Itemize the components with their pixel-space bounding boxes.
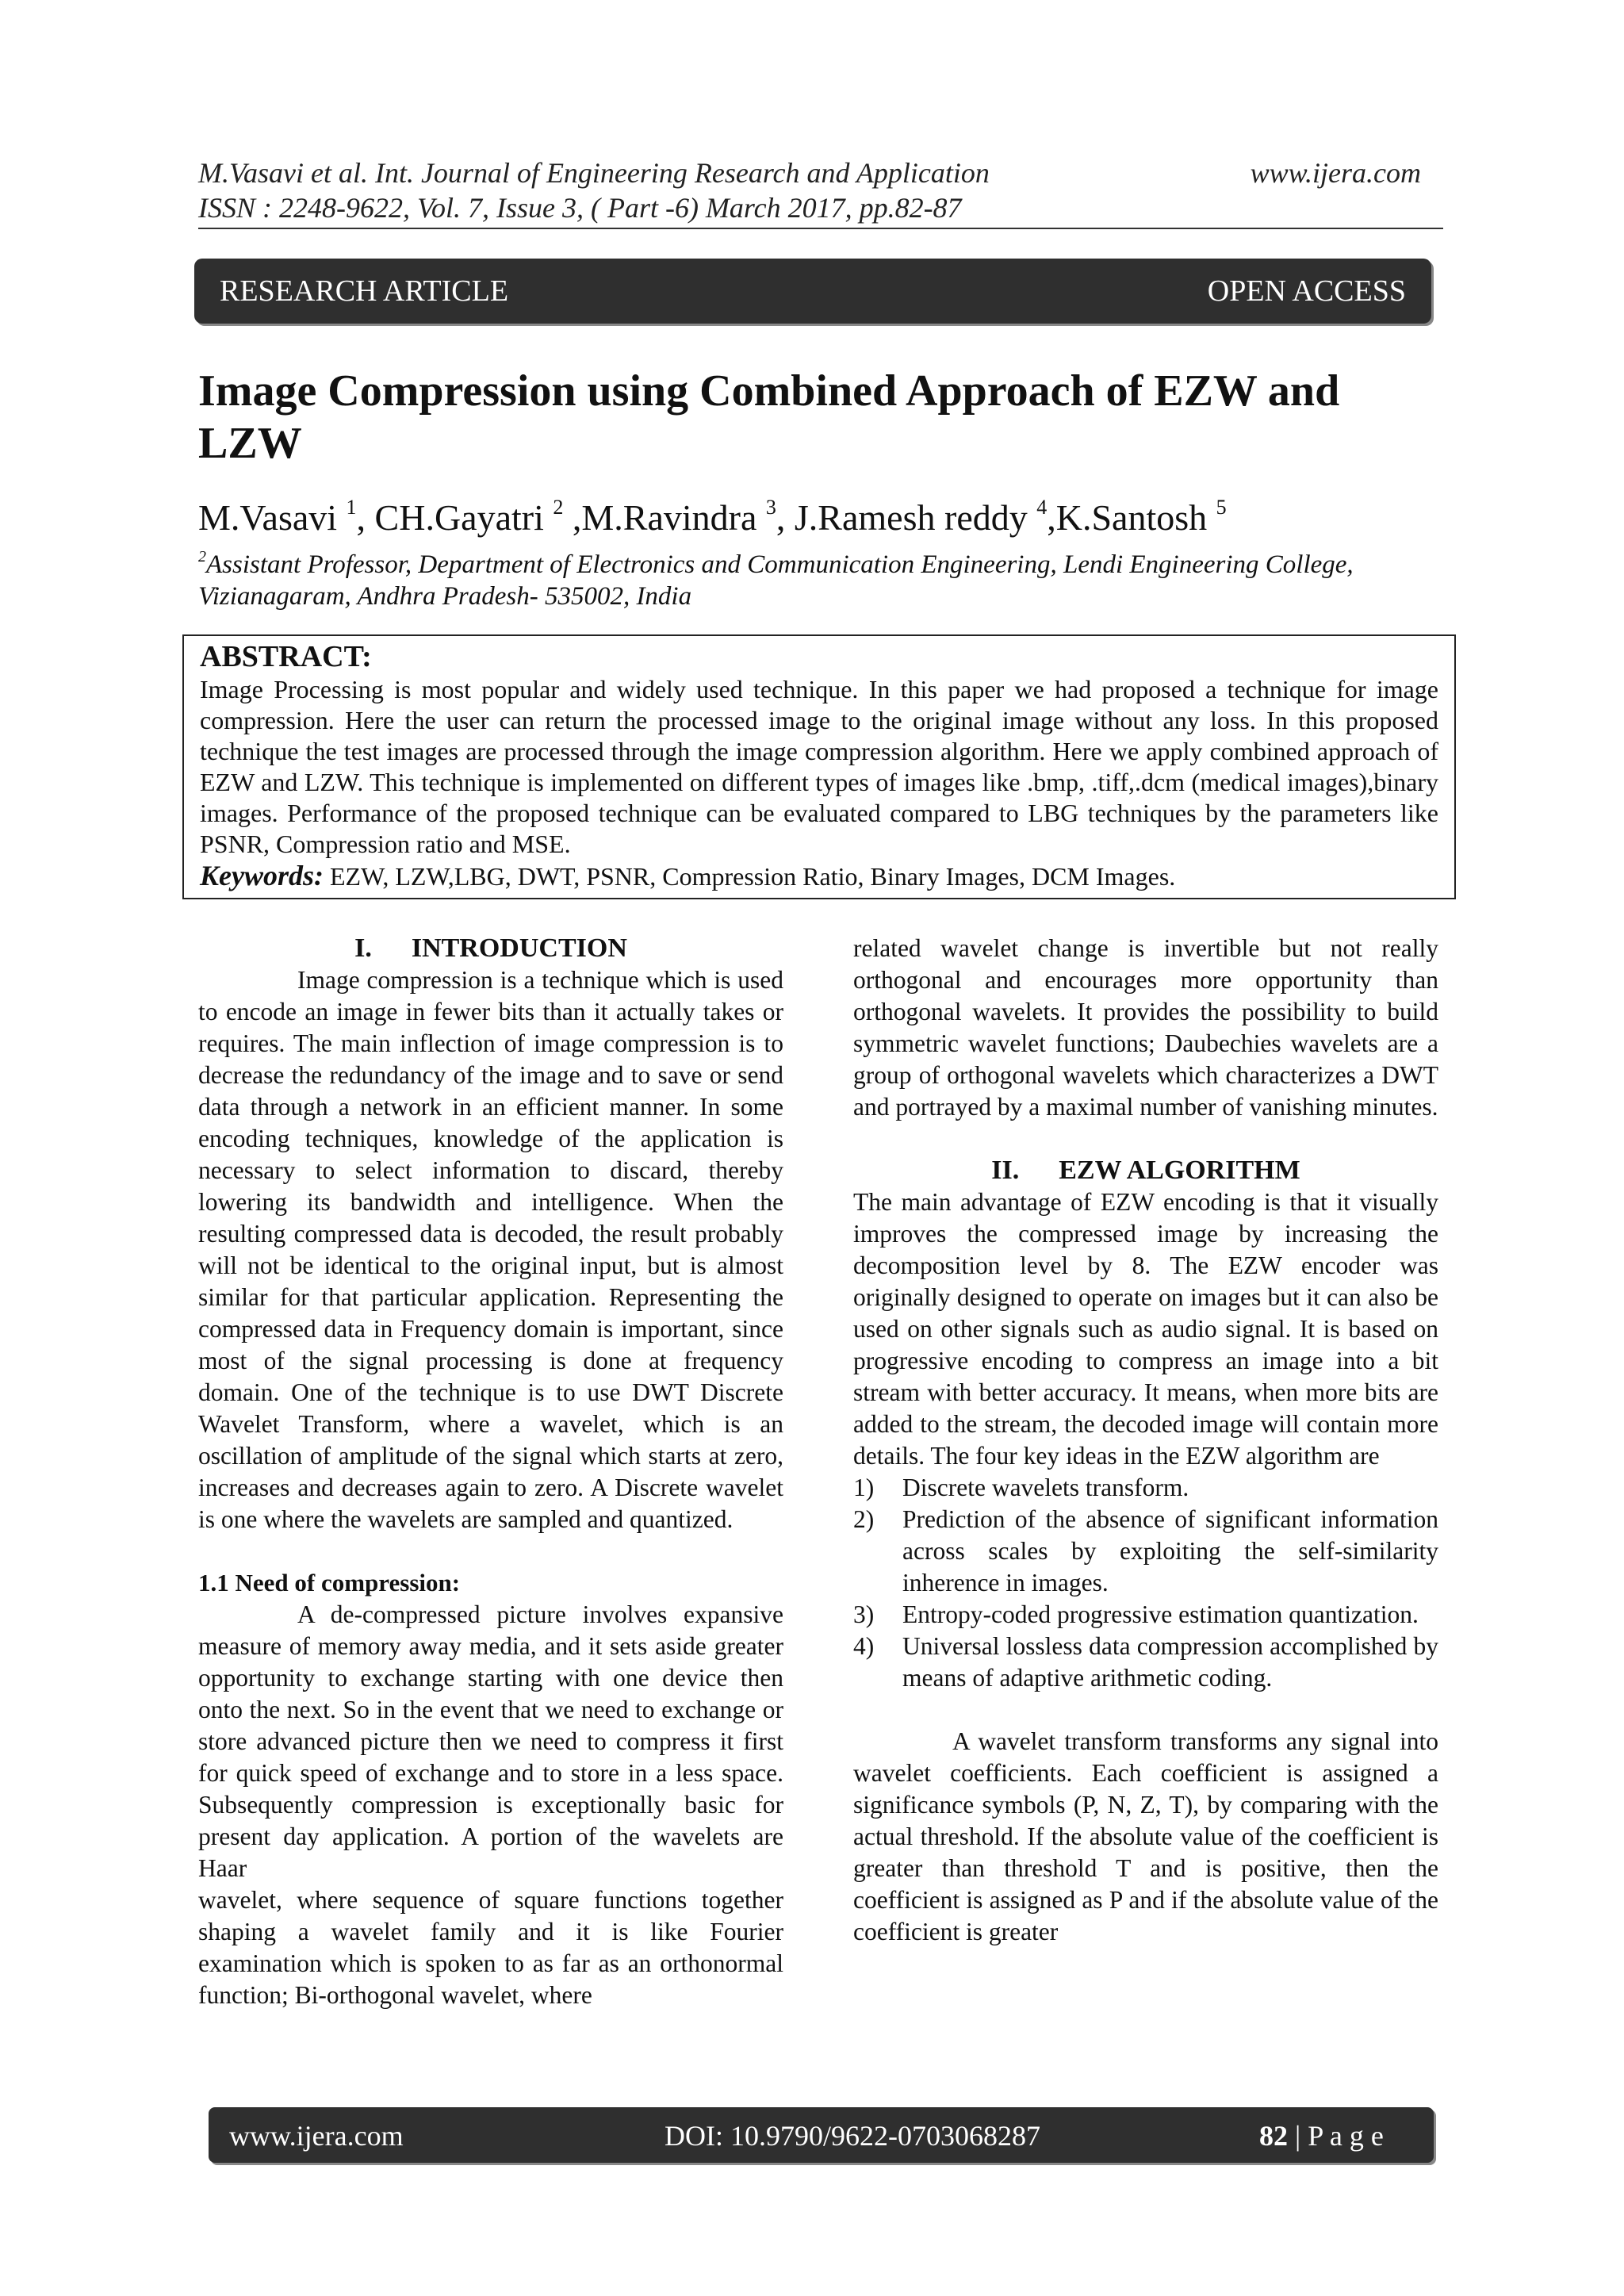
footer-page bbox=[1259, 2119, 1384, 2152]
ezw-paragraph: The main advantage of EZW encoding is that it visually improves the compressed image by increasing the decomposition level by 8. The EZW encoder was originally designed to operate on images but it can also be used on other signals such as audio signal. It is based on progressive encoding to compress an image into a bit stream with better accuracy. It means, when more bits are added to the stream, the decoded image will contain more details. The four key ideas in the EZW algorithm are bbox=[853, 1188, 1438, 1470]
section-number: II. bbox=[991, 1156, 1020, 1185]
issn-line: ISSN : 2248-9622, Vol. 7, Issue 3, ( Part -6) March 2017, pp.82-87 bbox=[198, 192, 962, 224]
paper-title bbox=[198, 365, 1467, 470]
open-access-label: OPEN ACCESS bbox=[1207, 274, 1406, 308]
footer-website[interactable]: www.ijera.com bbox=[229, 2120, 404, 2152]
list-item: 1) Discrete wavelets transform. bbox=[853, 1474, 1189, 1501]
author-name: , J.Ramesh reddy bbox=[776, 497, 1037, 538]
page-label: | P a g e bbox=[1288, 2120, 1384, 2152]
affiliation-line-1: Assistant Professor, Department of Electronics and Communication Engineering, Lendi Engineering College, bbox=[206, 550, 1354, 579]
header-rule bbox=[198, 228, 1443, 229]
wavelet-transform-paragraph: A wavelet transform transforms any signal into wavelet coefficients. Each coefficient is assigned a significance symbols (P, N, Z, T), by comparing with the actual threshold. If the absolute value of the coefficient is greater than threshold T and is positive, then the coefficient is assigned as P and if the absolute value of the coefficient is greater bbox=[853, 1727, 1438, 1945]
footer-doi: DOI: 10.9790/9622-0703068287 bbox=[665, 2120, 1040, 2152]
list-item: 3) Entropy-coded progressive estimation quantization. bbox=[853, 1600, 1419, 1628]
page-number: 82 bbox=[1259, 2120, 1288, 2152]
keywords-list: EZW, LZW,LBG, DWT, PSNR, Compression Ratio, Binary Images, DCM Images. bbox=[324, 862, 1176, 891]
title-line-1: Image Compression using Combined Approach of EZW and bbox=[198, 366, 1340, 416]
need-of-compression-paragraph: A de-compressed picture involves expansive measure of memory away media, and it sets aside greater opportunity to exchange starting with one device then onto the next. So in the event that we need to exchange or store advanced picture then we need to compress it first for quick speed of exchange and to store in a less space. Subsequently compression is exceptionally basic for present day application. A portion of the wavelets are Haar bbox=[198, 1600, 783, 1882]
author-marker: 2 bbox=[553, 496, 564, 519]
section-title: INTRODUCTION bbox=[411, 933, 627, 963]
right-column bbox=[853, 933, 1438, 1948]
author-marker: 5 bbox=[1216, 496, 1227, 519]
list-item: 4) Universal lossless data compression accomplished by means of adaptive arithmetic coding. bbox=[853, 1632, 1438, 1692]
research-article-label: RESEARCH ARTICLE bbox=[220, 274, 509, 308]
author-marker: 4 bbox=[1036, 496, 1048, 519]
section-heading-ezw-algorithm bbox=[853, 1155, 1438, 1186]
affiliation bbox=[198, 541, 1483, 612]
author-marker: 3 bbox=[765, 496, 776, 519]
abstract-heading: ABSTRACT: bbox=[200, 640, 372, 673]
abstract-box bbox=[182, 634, 1456, 899]
section-number: I. bbox=[354, 933, 372, 963]
author-name: ,K.Santosh bbox=[1047, 497, 1216, 538]
journal-website[interactable]: www.ijera.com bbox=[1250, 157, 1421, 189]
journal-line: M.Vasavi et al. Int. Journal of Engineering Research and Application bbox=[198, 157, 990, 189]
introduction-paragraph: Image compression is a technique which is used to encode an image in fewer bits than it actually takes or requires. The main inflection of image compression is to decrease the redundancy of the image and to save or send data through a network in an efficient manner. In some encoding techniques, knowledge of the application is necessary to select information to discard, thereby lowering its bandwidth and intelligence. When the resulting compressed data is decoded, the result probably will not be identical to the original input, but is almost similar for that particular application. Representing the compressed data in Frequency domain is important, since most of the signal processing is done at frequency domain. One of the technique is to use DWT Discrete Wavelet Transform, where a wavelet, which is an oscillation of amplitude of the signal which starts at zero, increases and decreases again to zero. A Discrete wavelet is one where the wavelets are sampled and quantized. bbox=[198, 966, 783, 1533]
keywords bbox=[200, 860, 1438, 892]
keywords-label: Keywords: bbox=[200, 860, 324, 891]
left-column bbox=[198, 933, 783, 2011]
wavelet-continuation-paragraph: related wavelet change is invertible but not really orthogonal and encourages more opportunity than orthogonal wavelets. It provides the possibility to build symmetric wavelet functions; Daubechies wavelets are a group of orthogonal wavelets which characterizes a DWT and portrayed by a maximal number of vanishing minutes. bbox=[853, 934, 1438, 1121]
list-item: 2) Prediction of the absence of significant information across scales by exploiting the self-similarity inherence in images. bbox=[853, 1505, 1438, 1596]
need-of-compression-paragraph-cont: wavelet, where sequence of square functions together shaping a wavelet family and it is like Fourier examination which is spoken to as far as an orthonormal function; Bi-orthogonal wavelet, where bbox=[198, 1886, 783, 2009]
author-name: ,M.Ravindra bbox=[563, 497, 766, 538]
article-type-banner bbox=[194, 259, 1431, 324]
title-line-2: LZW bbox=[198, 419, 302, 468]
abstract-body: Image Processing is most popular and widely used technique. In this paper we had proposed a technique for image compression. Here the user can return the processed image to the original image without any loss. In this proposed technique the test images are processed through the image compression algorithm. Here we apply combined approach of EZW and LZW. This technique is implemented on different types of images like .bmp, .tiff,.dcm (medical images),binary images. Performance of the proposed technique can be evaluated compared to LBG techniques by the parameters like PSNR, Compression ratio and MSE. bbox=[200, 675, 1438, 858]
affiliation-marker: 2 bbox=[198, 548, 206, 565]
affiliation-line-2: Vizianagaram, Andhra Pradesh- 535002, India bbox=[198, 582, 692, 611]
author-name: , CH.Gayatri bbox=[356, 497, 553, 538]
section-heading-introduction bbox=[198, 933, 783, 964]
subsection-heading-need-of-compression: 1.1 Need of compression: bbox=[198, 1569, 461, 1596]
ezw-key-ideas-list bbox=[853, 1472, 1438, 1694]
page-footer bbox=[209, 2107, 1434, 2163]
section-title: EZW ALGORITHM bbox=[1059, 1156, 1300, 1185]
author-marker: 1 bbox=[346, 496, 357, 519]
author-list bbox=[198, 496, 1467, 539]
author-name: M.Vasavi bbox=[198, 497, 347, 538]
